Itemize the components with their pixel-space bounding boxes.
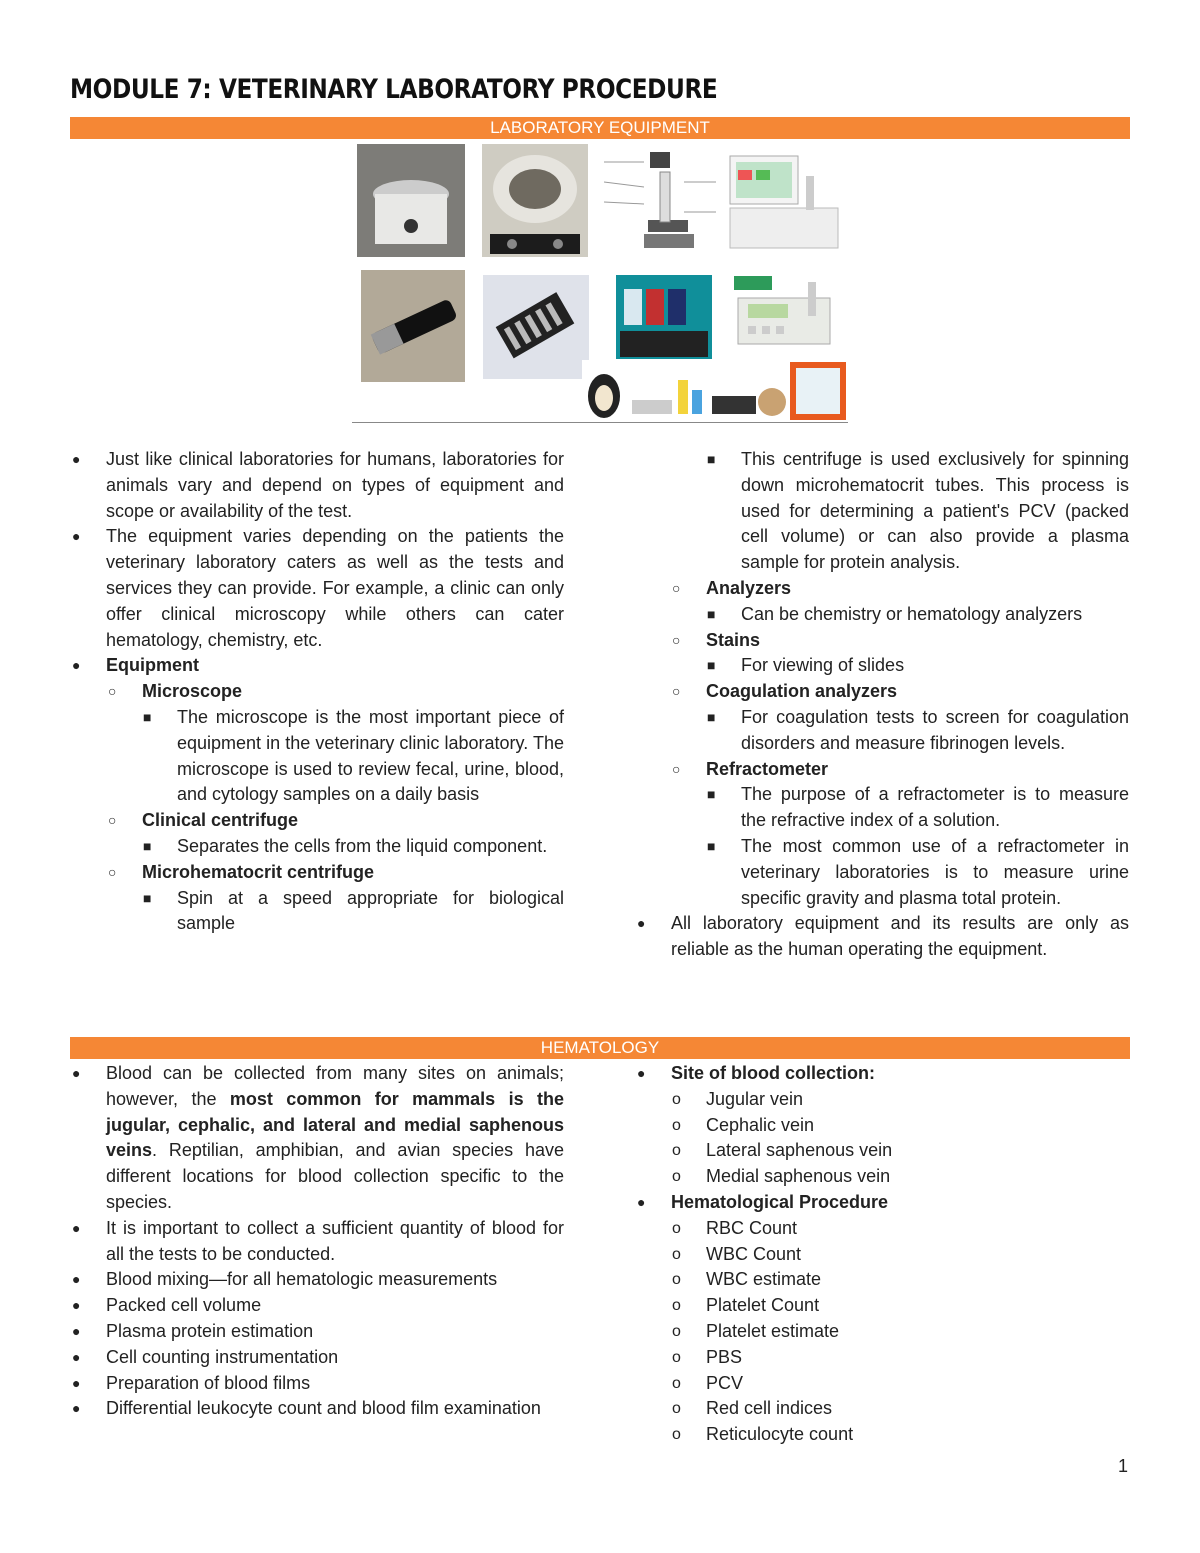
list-item: o RBC Count xyxy=(635,1216,1129,1242)
list-item: ● Plasma protein estimation xyxy=(70,1319,564,1345)
bullet: ○ xyxy=(672,683,681,700)
list-item: ● Cell counting instrumentation xyxy=(70,1345,564,1371)
centrifuge-photo-1 xyxy=(357,144,465,257)
list-item: ● The equipment varies depending on the patients the veterinary laboratory caters as well as the tests and services they can provide. For example, a clinic can only offer clinical microscopy while others can cater hematology, chemistry, etc. xyxy=(72,526,564,650)
list-item: o Lateral saphenous vein xyxy=(635,1138,1129,1164)
bullet: ■ xyxy=(143,708,152,725)
list-item: o Cephalic vein xyxy=(635,1113,1129,1139)
bullet: ● xyxy=(637,1065,646,1081)
list-item: ○ Clinical centrifuge xyxy=(70,808,564,834)
bullet: o xyxy=(672,1297,681,1315)
list-item: ■ Separates the cells from the liquid component. xyxy=(70,834,564,860)
veterinary-lab-illustration xyxy=(582,360,848,422)
list-item: ■ The most common use of a refractometer in veterinary laboratories is to measure urine specific gravity and plasma total protein. xyxy=(707,835,1129,908)
bullet: ■ xyxy=(143,837,152,854)
section-header-hematology: HEMATOLOGY xyxy=(70,1037,1130,1059)
list-item: ● Blood mixing—for all hematologic measurements xyxy=(70,1267,564,1293)
bullet: ○ xyxy=(108,683,117,700)
refractometer-photo xyxy=(361,270,465,382)
list-item: o Platelet Count xyxy=(635,1293,1129,1319)
list-item: o PCV xyxy=(635,1371,1129,1397)
microscope-diagram-photo xyxy=(604,142,716,258)
bullet: ■ xyxy=(707,837,716,854)
stain-rack-photo xyxy=(483,275,589,379)
staining-jars-photo xyxy=(616,275,712,359)
list-item: ● Packed cell volume xyxy=(70,1293,564,1319)
list-item: ■ Spin at a speed appropriate for biological sample xyxy=(143,887,564,934)
list-item: o Red cell indices xyxy=(635,1396,1129,1422)
bullet: ● xyxy=(72,1374,81,1391)
hematology-right-column xyxy=(635,1061,1129,1448)
bullet: ● xyxy=(72,1271,81,1288)
list-item: ■ For viewing of slides xyxy=(635,653,1129,679)
list-item: ● Differential leukocyte count and blood film examination xyxy=(70,1396,564,1422)
list-item: o PBS xyxy=(635,1345,1129,1371)
list-item: ● Just like clinical laboratories for humans, laboratories for animals vary and depend on types of equipment and scope or availability of the test. xyxy=(72,449,564,521)
bullet: ● xyxy=(72,657,81,674)
bullet: ■ xyxy=(707,451,716,467)
list-item: ○ Microhematocrit centrifuge xyxy=(70,860,564,886)
bullet: o xyxy=(672,1400,681,1418)
bullet: ■ xyxy=(707,657,716,674)
bullet: ○ xyxy=(672,579,681,596)
bullet: ○ xyxy=(672,631,681,648)
bullet: ● xyxy=(72,1297,81,1314)
bullet: o xyxy=(672,1348,681,1366)
equipment-photo-collage xyxy=(352,140,848,424)
bullet: o xyxy=(672,1090,681,1108)
bullet: ● xyxy=(637,915,646,932)
list-item: ● Equipment xyxy=(70,653,564,679)
list-item: o Medial saphenous vein xyxy=(635,1164,1129,1190)
list-item: ■ Can be chemistry or hematology analyzers xyxy=(635,602,1129,628)
equipment-left-column xyxy=(70,447,564,937)
list-item: ● Blood can be collected from many sites on animals; however, the most common for mammals is the jugular, cephalic, and lateral and medial saphenous veins. Reptilian, amphibian, and avian species have different locations for blood collection specific to the species. xyxy=(72,1063,564,1212)
equipment-right-column xyxy=(635,447,1129,963)
list-item: o WBC Count xyxy=(635,1242,1129,1268)
list-item: ○ Coagulation analyzers xyxy=(635,679,1129,705)
list-item: o Platelet estimate xyxy=(635,1319,1129,1345)
bullet: o xyxy=(672,1168,681,1186)
bullet: o xyxy=(672,1245,681,1263)
section-header-laboratory-equipment: LABORATORY EQUIPMENT xyxy=(70,117,1130,139)
list-item: o WBC estimate xyxy=(635,1267,1129,1293)
list-item: ● Preparation of blood films xyxy=(70,1371,564,1397)
hematology-left-column xyxy=(70,1061,564,1422)
page-title: MODULE 7: VETERINARY LABORATORY PROCEDURE xyxy=(70,74,718,105)
bullet: ● xyxy=(72,1400,81,1417)
bullet: ● xyxy=(72,451,81,467)
bullet: ■ xyxy=(707,786,716,803)
bullet: ● xyxy=(637,1193,646,1210)
bullet: ● xyxy=(72,1065,81,1081)
bullet: o xyxy=(672,1142,681,1160)
page-number: 1 xyxy=(1117,1456,1128,1476)
list-item: ■ The purpose of a refractometer is to measure the refractive index of a solution. xyxy=(707,784,1129,831)
bullet: o xyxy=(672,1219,681,1237)
list-item: o Jugular vein xyxy=(635,1087,1129,1113)
bullet: o xyxy=(672,1271,681,1289)
bullet: o xyxy=(672,1426,681,1444)
list-item: ■ The microscope is the most important piece of equipment in the veterinary clinic laboratory. The microscope is used to review fecal, urine, blood, and cytology samples on a daily basis xyxy=(143,706,564,805)
bullet: ○ xyxy=(108,812,117,829)
list-item: ○ Refractometer xyxy=(635,757,1129,783)
bullet: ■ xyxy=(707,605,716,622)
list-item: ■ For coagulation tests to screen for coagulation disorders and measure fibrinogen levels. xyxy=(707,706,1129,753)
bullet: ● xyxy=(72,1322,81,1339)
bullet: o xyxy=(672,1116,681,1134)
bullet: ○ xyxy=(108,863,117,880)
list-item: ● Hematological Procedure xyxy=(635,1190,1129,1216)
bullet: o xyxy=(672,1374,681,1392)
list-item: ■ This centrifuge is used exclusively for spinning down microhematocrit tubes. This process is used for determining a patient's PCV (packed cell volume) or can also provide a plasma sample for protein analysis. xyxy=(707,449,1129,573)
list-item: ● All laboratory equipment and its results are only as reliable as the human operating the equipment. xyxy=(637,913,1129,960)
list-item: ○ Analyzers xyxy=(635,576,1129,602)
bullet: ● xyxy=(72,528,81,545)
list-item: o Reticulocyte count xyxy=(635,1422,1129,1448)
list-item: ○ Stains xyxy=(635,628,1129,654)
bullet: ● xyxy=(72,1348,81,1365)
list-item: ● It is important to collect a sufficient quantity of blood for all the tests to be conducted. xyxy=(72,1217,564,1264)
centrifuge-photo-2 xyxy=(482,144,588,257)
list-item: ● Site of blood collection: xyxy=(635,1061,1129,1087)
bullet: ■ xyxy=(707,708,716,725)
list-item: ○ Microscope xyxy=(70,679,564,705)
bullet: o xyxy=(672,1322,681,1340)
collage-divider-line xyxy=(352,422,848,423)
bullet: ● xyxy=(72,1219,81,1236)
bullet: ■ xyxy=(143,889,152,906)
chemistry-analyzer-photo xyxy=(724,146,844,254)
coagulation-analyzer-photo xyxy=(724,270,842,354)
bullet: ○ xyxy=(672,760,681,777)
